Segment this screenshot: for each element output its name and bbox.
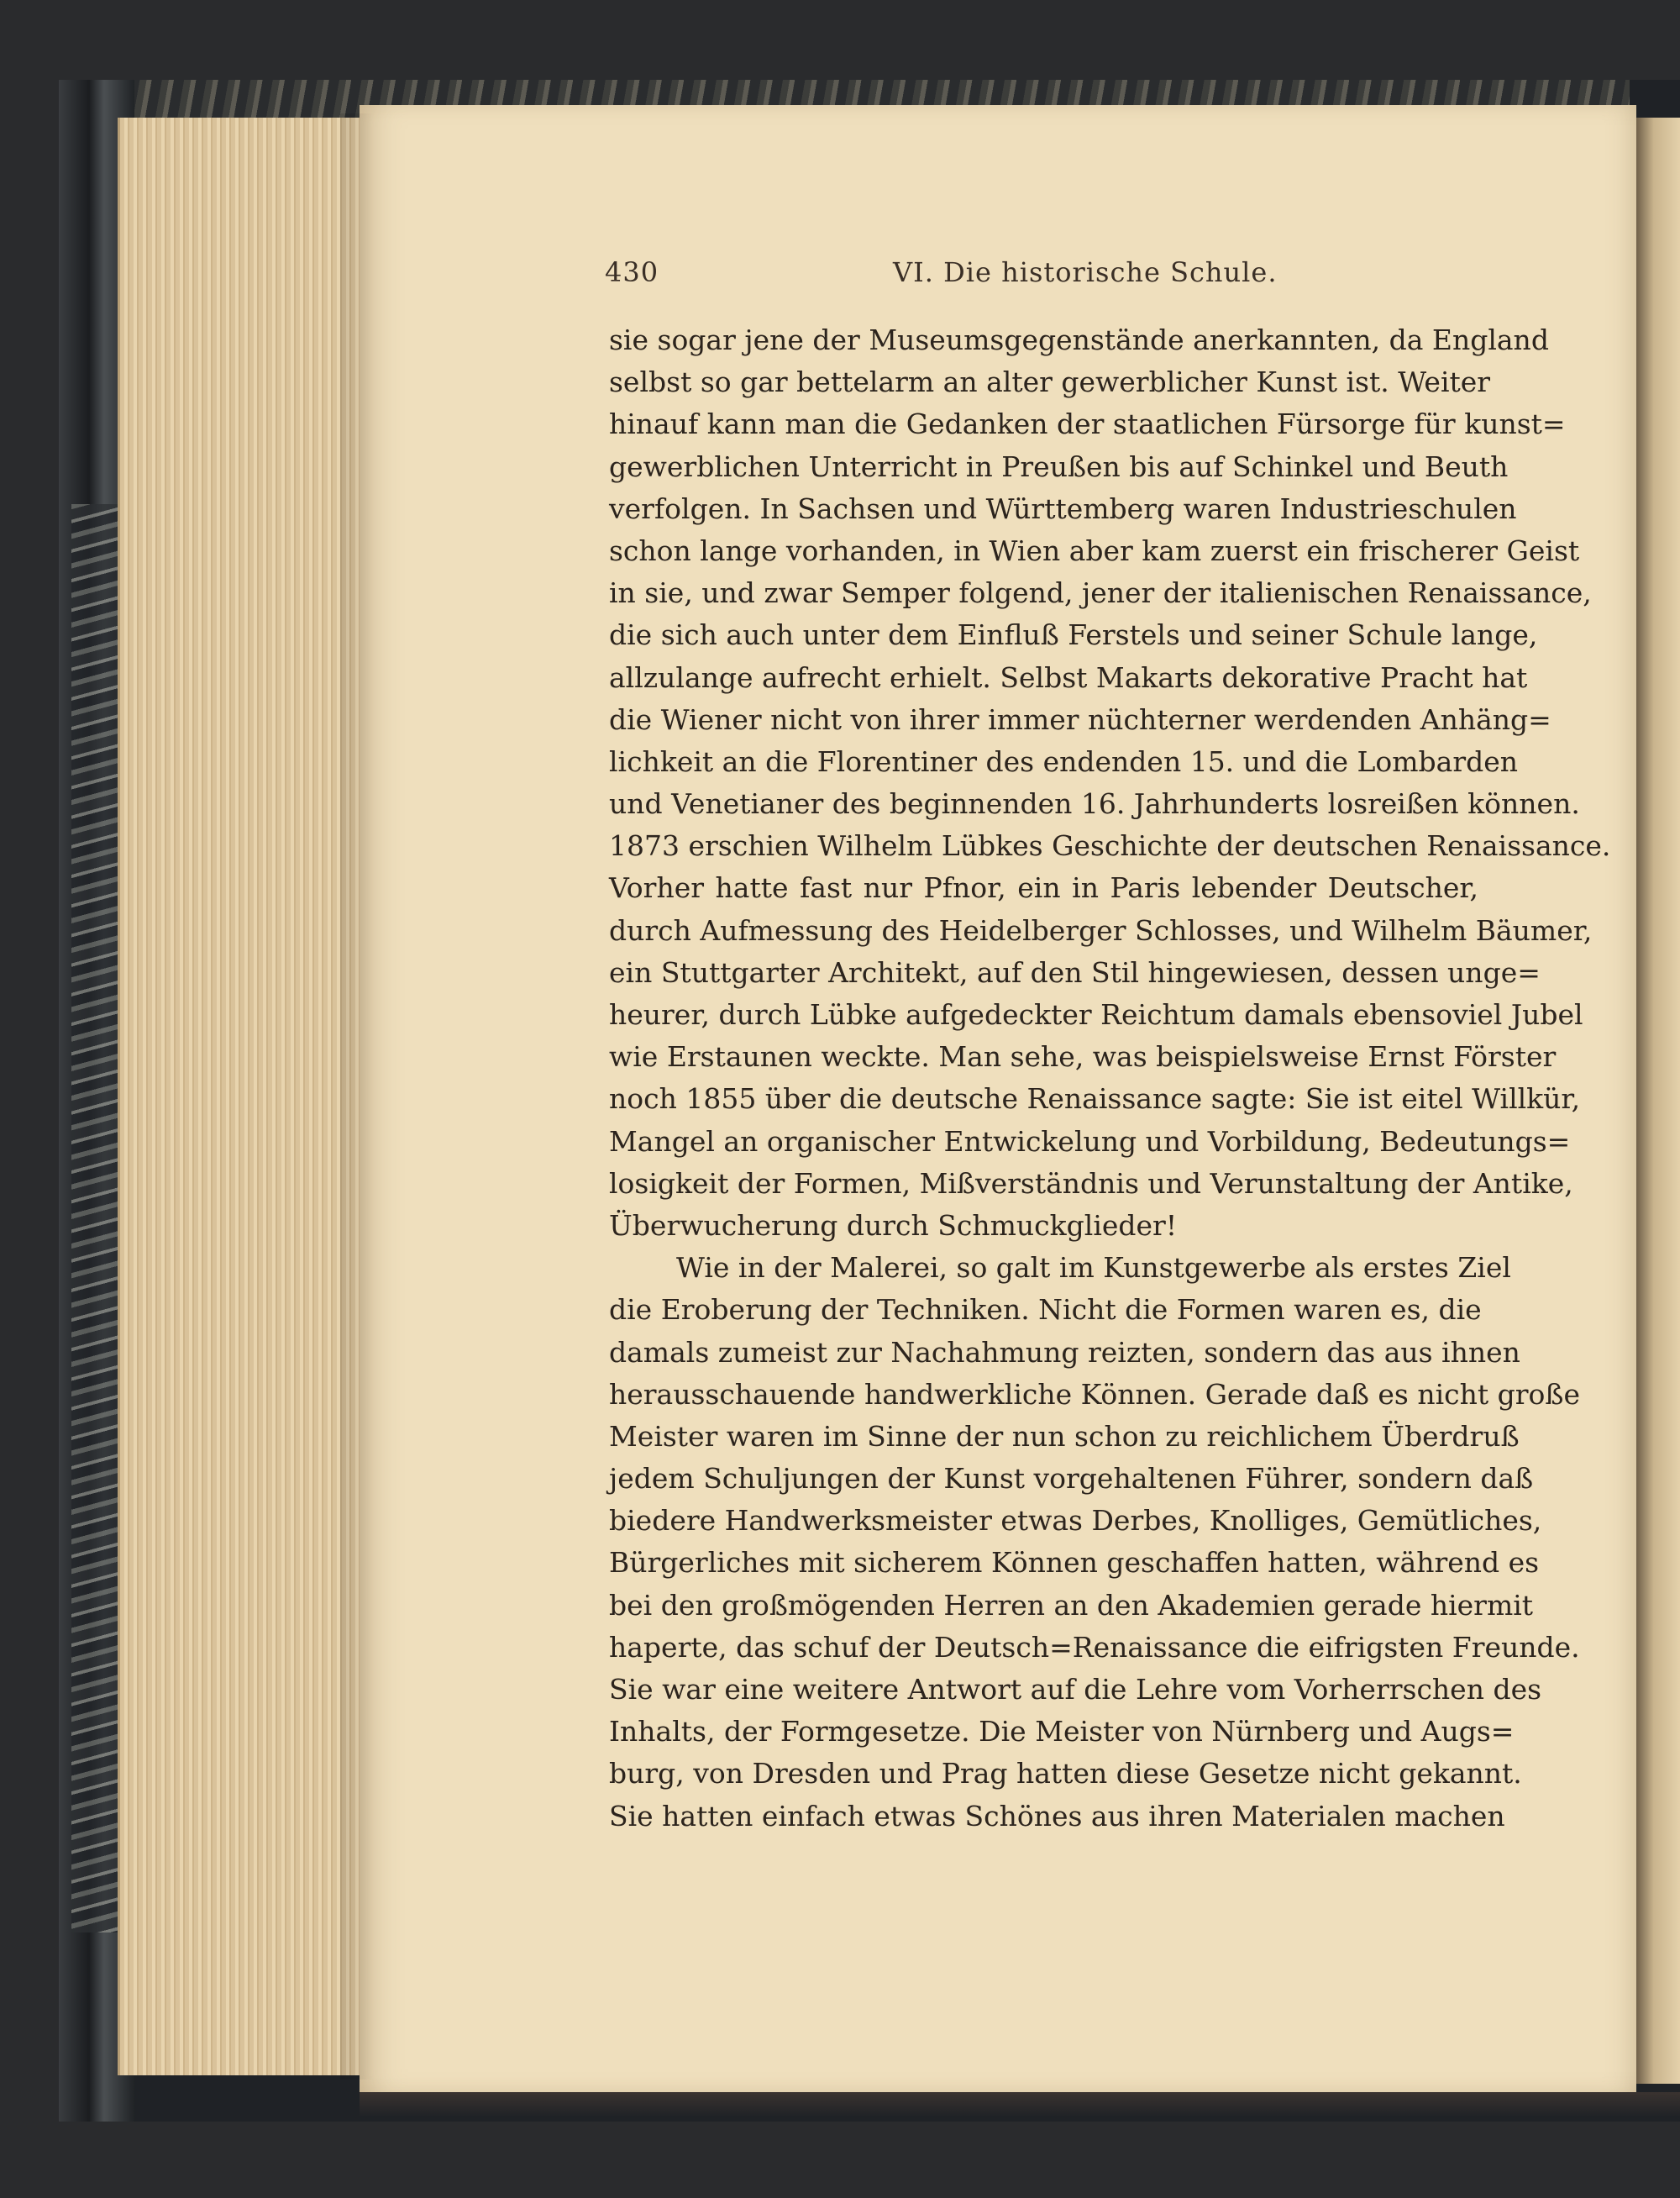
text-line: Wie in der Malerei, so galt im Kunstgewerbe als erstes Ziel: [676, 1251, 1511, 1285]
text-line: gewerblichen Unterricht in Preußen bis auf Schinkel und Beuth: [609, 450, 1509, 483]
text-line: burg, von Dresden und Prag hatten diese Gesetze nicht gekannt.: [609, 1757, 1522, 1790]
page-bottom-shadow: [360, 2092, 1680, 2117]
text-line: losigkeit der Formen, Mißverständnis und Verunstaltung der Antike,: [609, 1166, 1573, 1200]
text-line: herausschauende handwerkliche Können. Gerade daß es nicht große: [609, 1377, 1580, 1411]
text-line: lichkeit an die Florentiner des endenden 15. und die Lombarden: [609, 744, 1519, 778]
text-line: in sie, und zwar Semper folgend, jener der italienischen Renaissance,: [609, 576, 1592, 610]
text-line: Sie hatten einfach etwas Schönes aus ihren Materialen machen: [609, 1799, 1505, 1833]
text-line: sie sogar jene der Museumsgegenstände anerkannten, da England: [609, 323, 1549, 356]
running-title: VI. Die historische Schule.: [893, 256, 1278, 288]
text-line: 1873 erschien Wilhelm Lübkes Geschichte der deutschen Renaissance.: [609, 829, 1611, 863]
page-edges: [118, 118, 372, 2075]
paragraph-1: [609, 319, 1611, 1247]
text-line: selbst so gar bettelarm an alter gewerblicher Kunst ist. Weiter: [609, 365, 1491, 399]
text-line: Bürgerliches mit sicherem Können geschaffen hatten, während es: [609, 1546, 1540, 1580]
text-line: Meister waren im Sinne der nun schon zu reichlichem Überdruß: [609, 1419, 1520, 1453]
text-line: verfolgen. In Sachsen und Württemberg waren Industrieschulen: [609, 492, 1517, 525]
text-line: haperte, das schuf der Deutsch=Renaissance die eifrigsten Freunde.: [609, 1630, 1580, 1664]
text-line: Mangel an organischer Entwickelung und Vorbildung, Bedeutungs=: [609, 1124, 1571, 1158]
text-line: wie Erstaunen weckte. Man sehe, was beispielsweise Ernst Förster: [609, 1040, 1557, 1074]
text-line: biedere Handwerksmeister etwas Derbes, Knolliges, Gemütliches,: [609, 1504, 1542, 1538]
text-line: die sich auch unter dem Einfluß Ferstels und seiner Schule lange,: [609, 618, 1538, 652]
facing-page-edge: [1636, 118, 1680, 2084]
text-line: die Eroberung der Techniken. Nicht die Formen waren es, die: [609, 1293, 1482, 1327]
text-line: ein Stuttgarter Architekt, auf den Stil hingewiesen, dessen unge=: [609, 955, 1541, 989]
text-line: bei den großmögenden Herren an den Akademien gerade hiermit: [609, 1588, 1534, 1622]
text-line: jedem Schuljungen der Kunst vorgehaltenen Führer, sondern daß: [609, 1462, 1534, 1496]
text-line: durch Aufmessung des Heidelberger Schlosses, und Wilhelm Bäumer,: [609, 913, 1593, 947]
text-line: die Wiener nicht von ihrer immer nüchterner werdenden Anhäng=: [609, 702, 1551, 736]
text-line: hinauf kann man die Gedanken der staatlichen Fürsorge für kunst=: [609, 408, 1566, 441]
paragraph-2: [609, 1247, 1580, 1838]
text-line: Überwucherung durch Schmuckglieder!: [609, 1208, 1178, 1242]
text-line: Sie war eine weitere Antwort auf die Lehre vom Vorherrschen des: [609, 1673, 1542, 1706]
text-line: schon lange vorhanden, in Wien aber kam zuerst ein frischerer Geist: [609, 534, 1580, 567]
text-line: damals zumeist zur Nachahmung reizten, sondern das aus ihnen: [609, 1335, 1520, 1369]
page-number: 430: [605, 256, 659, 288]
text-line: Vorher hatte fast nur Pfnor, ein in Paris lebender Deutscher,: [609, 871, 1478, 905]
text-line: heurer, durch Lübke aufgedeckter Reichtum damals ebensoviel Jubel: [609, 998, 1583, 1031]
body-text: [609, 319, 1611, 1838]
text-line: allzulange aufrecht erhielt. Selbst Makarts dekorative Pracht hat: [609, 660, 1528, 694]
text-line: Inhalts, der Formgesetze. Die Meister von Nürnberg und Augs=: [609, 1715, 1515, 1748]
page-gutter-shadow: [340, 113, 374, 2080]
text-line: und Venetianer des beginnenden 16. Jahrhunderts losreißen können.: [609, 787, 1580, 821]
text-line: noch 1855 über die deutsche Renaissance sagte: Sie ist eitel Willkür,: [609, 1082, 1581, 1116]
